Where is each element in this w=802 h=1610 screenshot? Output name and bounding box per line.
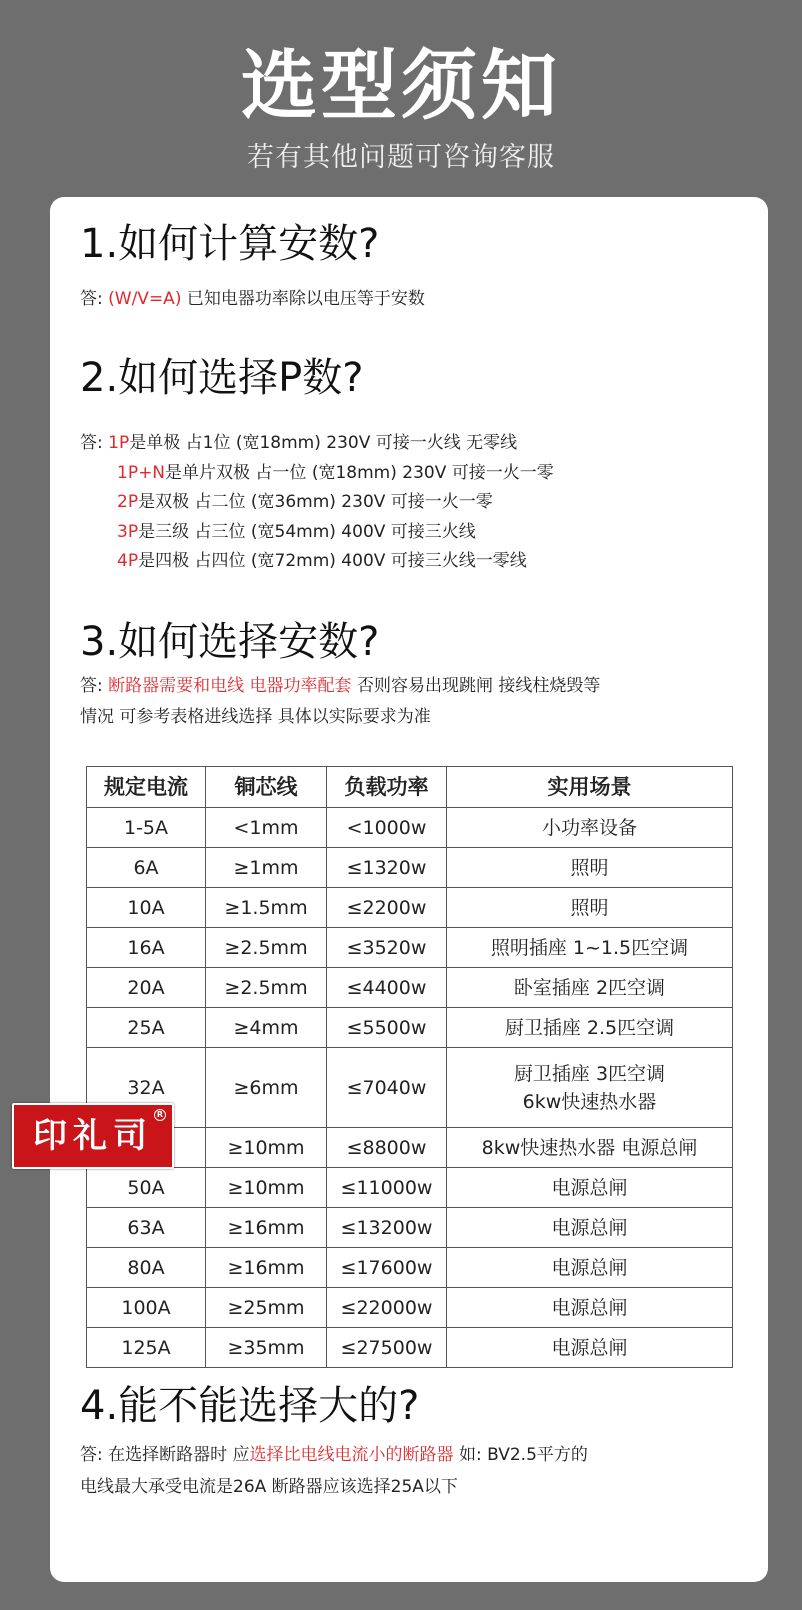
cell-wire: <1mm: [206, 808, 327, 848]
q2-row-code: 2P: [117, 492, 139, 512]
cell-current: 125A: [87, 1328, 206, 1368]
q4-text-a: 在选择断路器时 应: [108, 1445, 250, 1465]
q2-row-text: 是四极 占四位 (宽72mm) 400V 可接三火线一零线: [138, 551, 527, 571]
q2-row-text: 是三级 占三位 (宽54mm) 400V 可接三火线: [138, 521, 476, 542]
cell-current: 50A: [87, 1168, 206, 1208]
info-card: [50, 197, 768, 1582]
q1-answer: [80, 286, 425, 312]
cell-current: 100A: [87, 1288, 206, 1328]
q2-row: [80, 429, 554, 459]
cell-scenario-line1: 厨卫插座 3匹空调: [513, 1062, 666, 1085]
cell-scenario: 电源总闸: [447, 1208, 733, 1248]
cell-current: 16A: [87, 928, 206, 968]
cell-wire: ≥1mm: [206, 848, 327, 888]
q2-answer-prefix: 答:: [80, 433, 103, 453]
cell-wire: ≥10mm: [206, 1128, 327, 1168]
header-wire: 铜芯线: [206, 767, 327, 808]
q3-heading: 3.如何选择安数?: [80, 619, 380, 665]
cell-power: ≤1320w: [327, 848, 447, 888]
cell-power: ≤4400w: [327, 968, 447, 1008]
cell-current: 80A: [87, 1248, 206, 1288]
q2-row-code: 4P: [117, 551, 139, 571]
cell-wire: ≥4mm: [206, 1008, 327, 1048]
table-row: [87, 1288, 733, 1328]
cell-scenario: [447, 1048, 733, 1128]
cell-scenario: 电源总闸: [447, 1288, 733, 1328]
table-row: [87, 1328, 733, 1368]
cell-wire: ≥16mm: [206, 1248, 327, 1288]
cell-wire: ≥25mm: [206, 1288, 327, 1328]
q2-heading: 2.如何选择P数?: [80, 355, 364, 401]
cell-scenario: 照明插座 1~1.5匹空调: [447, 928, 733, 968]
registered-mark-icon: R: [154, 1109, 166, 1121]
cell-current: 32A: [87, 1048, 206, 1128]
q3-answer-prefix: 答:: [80, 676, 103, 696]
cell-scenario: 照明: [447, 848, 733, 888]
cell-scenario-line2: 6kw快速热水器: [522, 1090, 657, 1113]
cell-wire: ≥16mm: [206, 1208, 327, 1248]
breaker-spec-table: [86, 766, 733, 1368]
header-power: 负载功率: [327, 767, 447, 808]
q4-highlight: 选择比电线电流小的断路器: [249, 1445, 454, 1465]
cell-scenario: 电源总闸: [447, 1328, 733, 1368]
cell-scenario: 电源总闸: [447, 1168, 733, 1208]
q2-answer-list: [80, 429, 554, 577]
q4-answer-line2: 电线最大承受电流是26A 断路器应该选择25A以下: [80, 1477, 458, 1497]
cell-scenario: 电源总闸: [447, 1248, 733, 1288]
q2-row-text: 是单极 占1位 (宽18mm) 230V 可接一火线 无零线: [129, 433, 518, 453]
q2-row-code: 1P+N: [117, 462, 166, 483]
table-row: [87, 1208, 733, 1248]
q2-row: [80, 547, 554, 577]
q3-answer-line2: 情况 可参考表格进线选择 具体以实际要求为准: [80, 707, 431, 727]
q1-answer-prefix: 答:: [80, 289, 103, 309]
cell-power: ≤13200w: [327, 1208, 447, 1248]
q2-row-text: 是单片双极 占一位 (宽18mm) 230V 可接一火一零: [165, 462, 554, 483]
cell-wire: ≥35mm: [206, 1328, 327, 1368]
stamp-text: 印礼司: [33, 1116, 153, 1156]
q4-heading: 4.能不能选择大的?: [80, 1383, 420, 1429]
table-row: [87, 1048, 733, 1128]
brand-stamp-logo: [12, 1103, 174, 1169]
q3-text-line1: 否则容易出现跳闸 接线柱烧毁等: [356, 676, 601, 696]
cell-wire: ≥1.5mm: [206, 888, 327, 928]
cell-scenario: 小功率设备: [447, 808, 733, 848]
cell-wire: ≥6mm: [206, 1048, 327, 1128]
table-row: [87, 928, 733, 968]
cell-scenario: 8kw快速热水器 电源总闸: [447, 1128, 733, 1168]
q2-row-code: 1P: [108, 433, 130, 453]
q2-row: [80, 518, 554, 548]
cell-current: 25A: [87, 1008, 206, 1048]
q1-formula: (W/V=A): [108, 289, 182, 309]
header-scenario: 实用场景: [447, 767, 733, 808]
table-row: [87, 1008, 733, 1048]
cell-power: ≤27500w: [327, 1328, 447, 1368]
q3-answer-line1: [80, 673, 600, 699]
q2-row: [80, 488, 554, 518]
q1-answer-text: 已知电器功率除以电压等于安数: [186, 289, 425, 309]
cell-power: ≤7040w: [327, 1048, 447, 1128]
table-row: [87, 808, 733, 848]
cell-current: 1-5A: [87, 808, 206, 848]
cell-power: ≤2200w: [327, 888, 447, 928]
cell-wire: ≥2.5mm: [206, 928, 327, 968]
cell-power: ≤5500w: [327, 1008, 447, 1048]
header-current: 规定电流: [87, 767, 206, 808]
cell-current: 10A: [87, 888, 206, 928]
page-title: 选型须知: [241, 41, 561, 130]
q4-answer-line1: [80, 1442, 588, 1468]
cell-power: ≤22000w: [327, 1288, 447, 1328]
q4-answer-prefix: 答:: [80, 1445, 103, 1465]
table-row: [87, 968, 733, 1008]
cell-scenario: 卧室插座 2匹空调: [447, 968, 733, 1008]
q2-row-code: 3P: [117, 521, 139, 542]
q3-highlight: 断路器需要和电线 电器功率配套: [108, 676, 352, 696]
cell-power: <1000w: [327, 808, 447, 848]
table-row: [87, 1248, 733, 1288]
cell-scenario: 照明: [447, 888, 733, 928]
cell-power: ≤17600w: [327, 1248, 447, 1288]
cell-current: 63A: [87, 1208, 206, 1248]
cell-power: ≤11000w: [327, 1168, 447, 1208]
cell-scenario: 厨卫插座 2.5匹空调: [447, 1008, 733, 1048]
table-row: [87, 1128, 733, 1168]
table-row: [87, 888, 733, 928]
table-row: [87, 1168, 733, 1208]
cell-power: ≤3520w: [327, 928, 447, 968]
cell-current: 20A: [87, 968, 206, 1008]
q4-text-b: 如: BV2.5平方的: [458, 1445, 588, 1465]
q1-heading: 1.如何计算安数?: [80, 221, 380, 267]
page-subtitle: 若有其他问题可咨询客服: [247, 142, 555, 173]
cell-wire: ≥10mm: [206, 1168, 327, 1208]
cell-wire: ≥2.5mm: [206, 968, 327, 1008]
q2-row-text: 是双极 占二位 (宽36mm) 230V 可接一火一零: [138, 492, 493, 512]
table-row: [87, 848, 733, 888]
table-header-row: [87, 767, 733, 808]
q2-row: [80, 459, 554, 489]
cell-current: 6A: [87, 848, 206, 888]
cell-power: ≤8800w: [327, 1128, 447, 1168]
